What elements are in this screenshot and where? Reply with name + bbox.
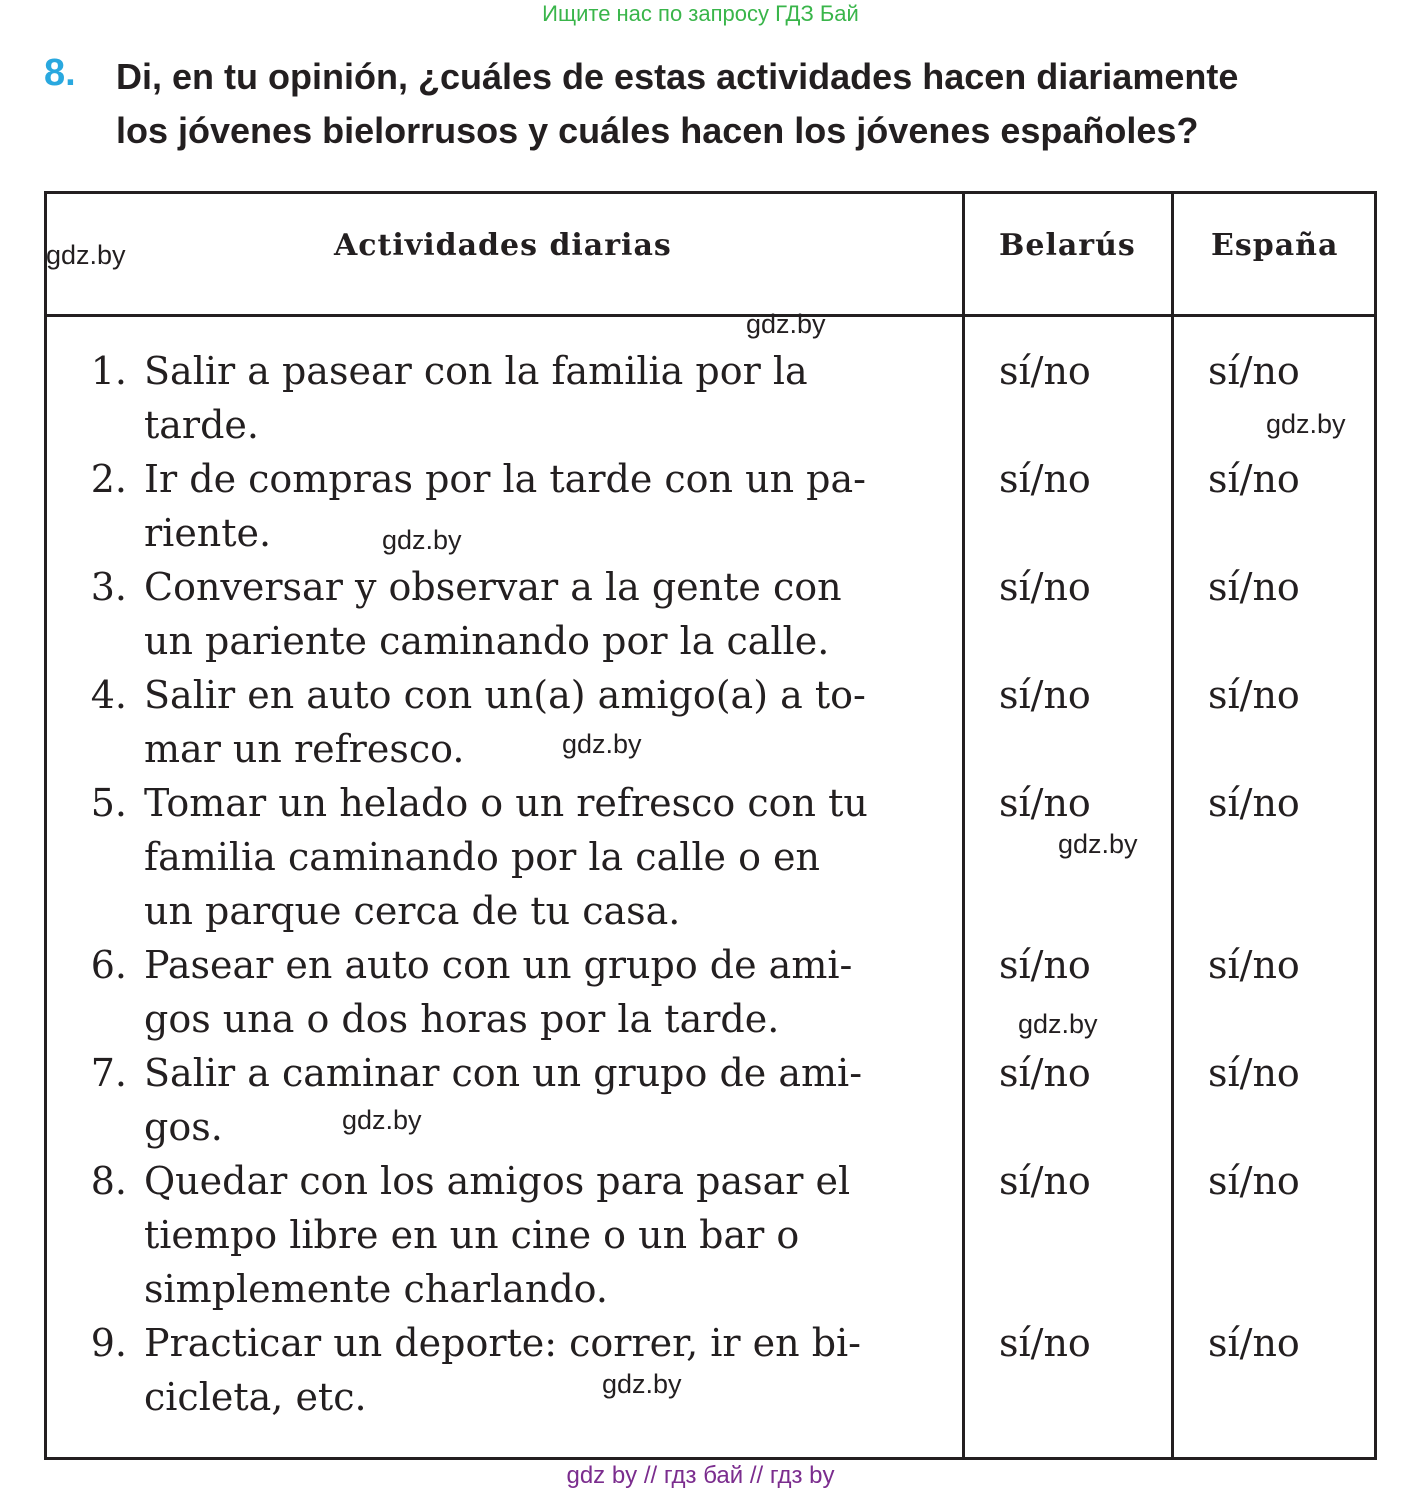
task-question-line-1: Di, en tu opinión, ¿cuáles de estas actividades hacen diariamente — [116, 56, 1239, 97]
top-banner: Ищите нас по запросу ГДЗ Бай — [542, 1, 859, 26]
row-activity-line: Practicar un deporte: correr, ir en bi- — [144, 1321, 862, 1365]
cell-spain: sí/no — [1208, 781, 1300, 825]
cell-belarus: sí/no — [999, 943, 1091, 987]
row-activity-line: simplemente charlando. — [144, 1267, 608, 1311]
row-activity-line: Salir a caminar con un grupo de ami- — [144, 1051, 863, 1095]
cell-belarus: sí/no — [999, 565, 1091, 609]
header-spain: España — [1211, 228, 1339, 263]
header-belarus: Belarús — [999, 228, 1136, 263]
row-activity-line: Quedar con los amigos para pasar el — [144, 1159, 851, 1203]
row-activity — [144, 452, 924, 560]
row-activity-line: cicleta, etc. — [144, 1375, 367, 1419]
cell-spain: sí/no — [1208, 673, 1300, 717]
watermark: gdz.by — [746, 309, 826, 339]
row-number: 2. — [90, 457, 127, 501]
row-number: 9. — [90, 1321, 127, 1365]
cell-spain: sí/no — [1208, 1321, 1300, 1365]
header-divider — [47, 314, 1374, 317]
row-activity-line: Ir de compras por la tarde con un pa- — [144, 457, 866, 501]
cell-spain: sí/no — [1208, 1159, 1300, 1203]
watermark: gdz.by — [46, 240, 126, 270]
row-activity-line: Salir a pasear con la familia por la — [144, 349, 808, 393]
row-number: 5. — [90, 781, 127, 825]
cell-belarus: sí/no — [999, 1159, 1091, 1203]
cell-belarus: sí/no — [999, 781, 1091, 825]
header-activities: Actividades diarias — [334, 228, 672, 263]
cell-belarus: sí/no — [999, 1321, 1091, 1365]
row-number: 1. — [90, 349, 127, 393]
row-activity — [144, 1154, 924, 1316]
row-number: 6. — [90, 943, 127, 987]
row-activity — [144, 776, 924, 938]
row-activity-line: Tomar un helado o un refresco con tu — [144, 781, 868, 825]
cell-belarus: sí/no — [999, 349, 1091, 393]
watermark: gdz.by — [382, 525, 462, 555]
row-activity-line: Salir en auto con un(a) amigo(a) a to- — [144, 673, 866, 717]
column-divider — [962, 194, 965, 1457]
cell-spain: sí/no — [1208, 457, 1300, 501]
watermark: gdz.by — [342, 1105, 422, 1135]
row-activity — [144, 1046, 924, 1154]
activities-table — [44, 191, 1377, 1460]
row-activity-line: Pasear en auto con un grupo de ami- — [144, 943, 853, 987]
row-activity — [144, 560, 924, 668]
row-activity-line: riente. — [144, 511, 272, 555]
task-question-line-2: los jóvenes bielorrusos y cuáles hacen los jóvenes españoles? — [116, 110, 1199, 151]
row-activity-line: Conversar y observar a la gente con — [144, 565, 842, 609]
row-activity — [144, 1316, 924, 1424]
cell-belarus: sí/no — [999, 1051, 1091, 1095]
column-divider — [1171, 194, 1174, 1457]
watermark: gdz.by — [1058, 829, 1138, 859]
row-activity-line: tiempo libre en un cine o un bar o — [144, 1213, 800, 1257]
task-number: 8. — [44, 52, 76, 94]
watermark: gdz.by — [562, 729, 642, 759]
row-activity-line: gos. — [144, 1105, 223, 1149]
cell-spain: sí/no — [1208, 1051, 1300, 1095]
row-activity-line: un pariente caminando por la calle. — [144, 619, 830, 663]
cell-spain: sí/no — [1208, 565, 1300, 609]
watermark: gdz.by — [1018, 1009, 1098, 1039]
cell-belarus: sí/no — [999, 457, 1091, 501]
watermark: gdz.by — [1266, 409, 1346, 439]
row-activity-line: gos una o dos horas por la tarde. — [144, 997, 780, 1041]
task-question — [116, 50, 1391, 158]
row-activity — [144, 668, 924, 776]
row-number: 8. — [90, 1159, 127, 1203]
cell-spain: sí/no — [1208, 349, 1300, 393]
row-number: 4. — [90, 673, 127, 717]
row-activity — [144, 938, 924, 1046]
row-number: 7. — [90, 1051, 127, 1095]
row-number: 3. — [90, 565, 127, 609]
row-activity — [144, 344, 924, 452]
row-activity-line: mar un refresco. — [144, 727, 465, 771]
footer-links: gdz by // гдз бай // гдз by — [566, 1462, 835, 1489]
cell-belarus: sí/no — [999, 673, 1091, 717]
cell-spain: sí/no — [1208, 943, 1300, 987]
row-activity-line: familia caminando por la calle o en — [144, 835, 821, 879]
watermark: gdz.by — [602, 1369, 682, 1399]
row-activity-line: tarde. — [144, 403, 259, 447]
row-activity-line: un parque cerca de tu casa. — [144, 889, 681, 933]
